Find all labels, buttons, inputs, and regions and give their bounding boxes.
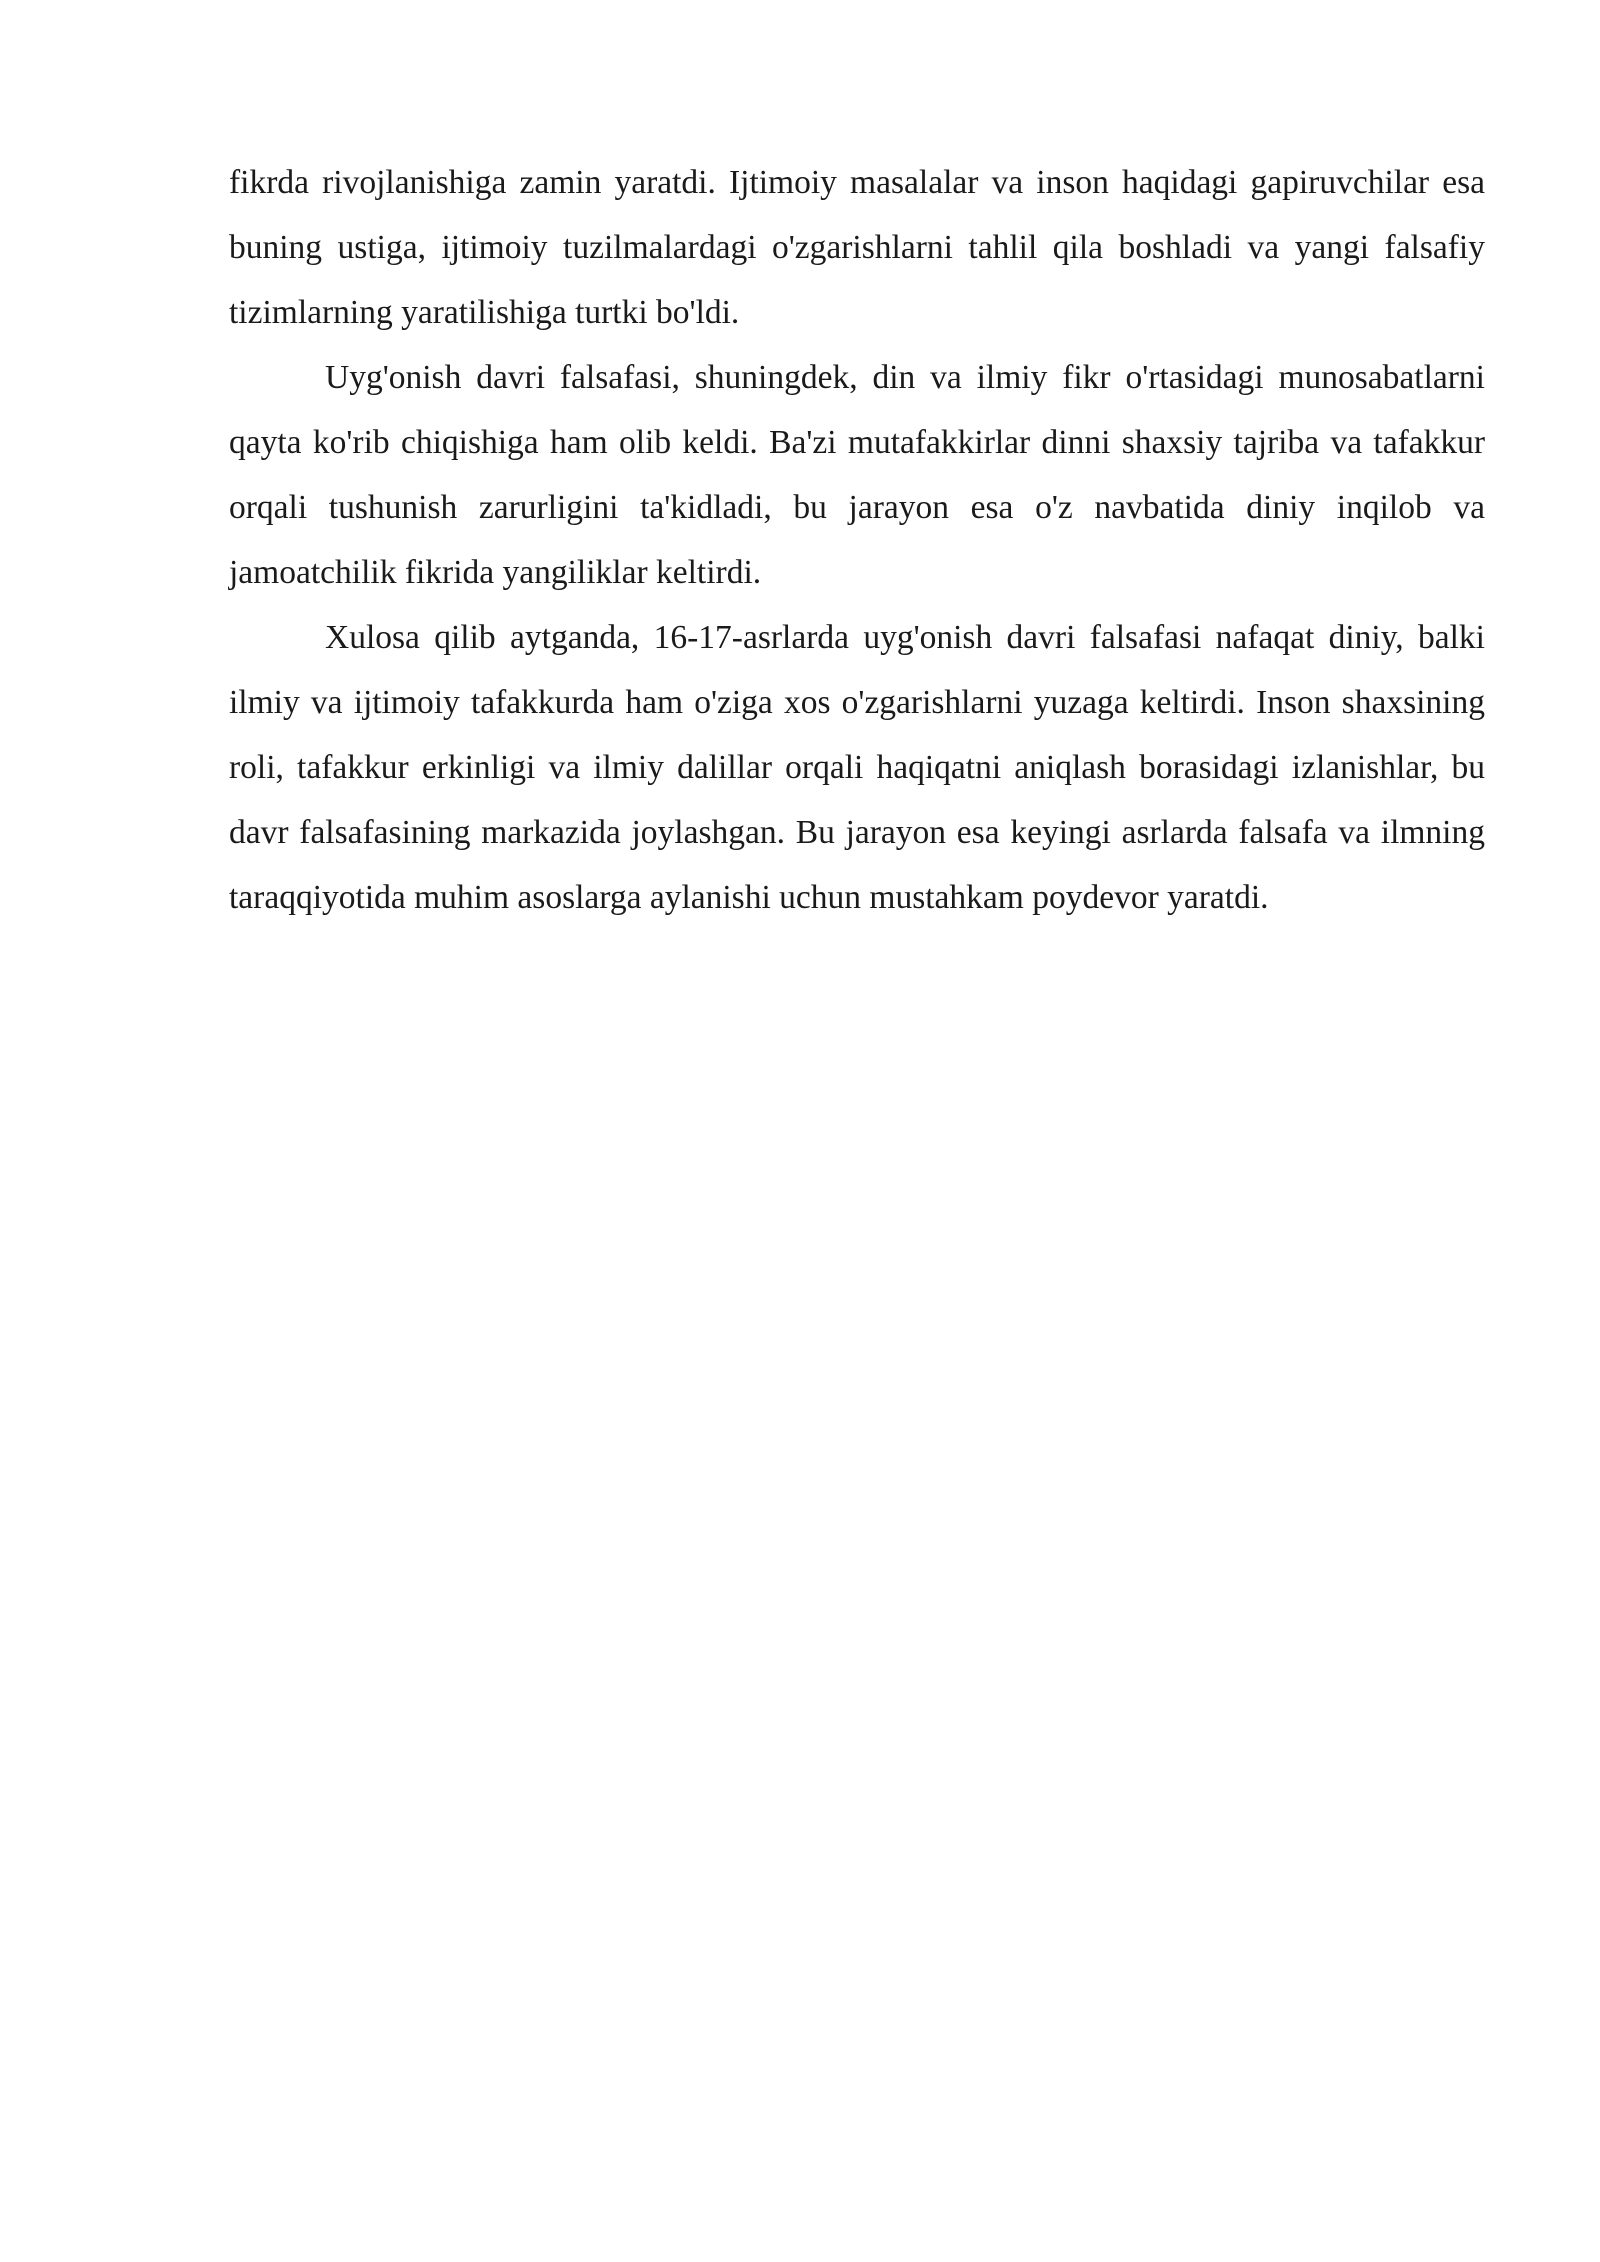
paragraph-conclusion: Xulosa qilib aytganda, 16-17-asrlarda uyg'onish davri falsafasi nafaqat diniy, balki ilmiy va ijtimoiy tafakkurda ham o'ziga xos o'zgarishlarni yuzaga keltirdi. Inson shaxsining roli, tafakkur erkinligi va ilmiy dalillar orqali haqiqatni aniqlash borasidagi izlanishlar, bu davr falsafasining markazida joylashgan. Bu jarayon esa keyingi asrlarda falsafa va ilmning taraqqiyotida muhim asoslarga aylanishi uchun mustahkam poydevor yaratdi. — [229, 619, 1485, 916]
document-body — [229, 150, 1485, 930]
paragraph-renaissance-religion: Uyg'onish davri falsafasi, shuningdek, din va ilmiy fikr o'rtasidagi munosabatlarni qayta ko'rib chiqishiga ham olib keldi. Ba'zi mutafakkirlar dinni shaxsiy tajriba va tafakkur orqali tushunish zarurligini ta'kidladi, bu jarayon esa o'z navbatida diniy inqilob va jamoatchilik fikrida yangiliklar keltirdi. — [229, 359, 1485, 591]
paragraph-continuation: fikrda rivojlanishiga zamin yaratdi. Ijtimoiy masalalar va inson haqidagi gapiruvchilar esa buning ustiga, ijtimoiy tuzilmalardagi o'zgarishlarni tahlil qila boshladi va yangi falsafiy tizimlarning yaratilishiga turtki bo'ldi. — [229, 164, 1485, 331]
